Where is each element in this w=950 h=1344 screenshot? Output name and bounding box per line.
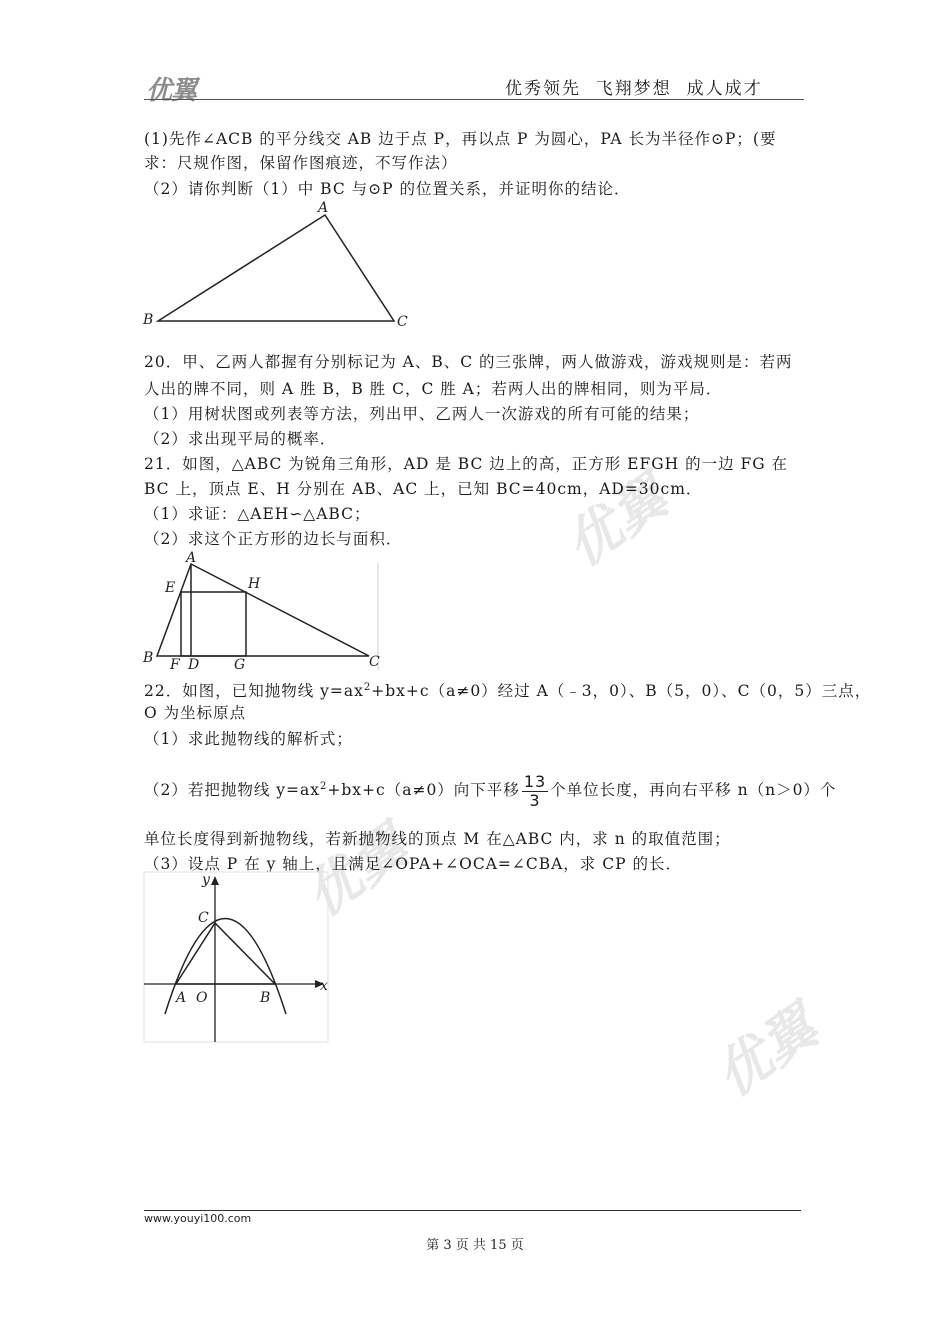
q20-line2: 人出的牌不同，则 A 胜 B，B 胜 C，C 胜 A；若两人出的牌相同，则为平局． — [144, 380, 723, 398]
q21-label-h: H — [248, 576, 261, 592]
brand-logo: 优翼 — [146, 76, 197, 106]
q22-label-y: y — [202, 872, 210, 888]
header-divider — [144, 99, 804, 100]
q19-label-c: C — [397, 314, 408, 330]
q21-label-f: F — [170, 657, 180, 673]
q22-label-c: C — [198, 910, 209, 926]
q22-label-x: x — [320, 978, 328, 994]
q22-line1 — [144, 676, 871, 703]
q20-line1: 20．甲、乙两人都握有分别标记为 A、B、C 的三张牌，两人做游戏，游戏规则是：若两 — [144, 353, 793, 371]
q22-part2-end: 个单位长度，再向右平移 n（n＞0）个 — [550, 781, 837, 800]
q21-label-b: B — [143, 650, 154, 666]
q21-label-d: D — [188, 657, 200, 673]
q22-part2-line1 — [144, 766, 836, 811]
q22-parabola-figure — [140, 868, 335, 1048]
q20-part2: （2）求出现平局的概率． — [144, 430, 337, 448]
fraction-numerator: 13 — [523, 771, 547, 791]
q19-part2: （2）请你判断（1）中 BC 与⊙P 的位置关系，并证明你的结论． — [144, 180, 631, 198]
q22-label-a: A — [176, 990, 187, 1006]
header-slogan: 优秀领先 飞翔梦想 成人成才 — [505, 79, 763, 99]
q22-part1: （1）求此抛物线的解析式； — [144, 730, 353, 748]
q22-fraction — [522, 773, 548, 810]
q22-label-b: B — [260, 990, 271, 1006]
q22-part2-line2: 单位长度得到新抛物线，若新抛物线的顶点 M 在△ABC 内，求 n 的取值范围； — [144, 830, 731, 848]
q21-label-c: C — [369, 654, 380, 670]
q22-line2: O 为坐标原点 — [144, 704, 247, 722]
q21-square-in-triangle-figure — [140, 548, 390, 673]
fraction-denominator: 3 — [529, 790, 541, 810]
q19-part1-line2: 求：尺规作图，保留作图痕迹，不写作法） — [144, 154, 458, 172]
q22-part2-mid: +bx+c（a≠0）向下平移 — [327, 781, 520, 800]
q21-part2: （2）求这个正方形的边长与面积． — [144, 530, 403, 548]
q22-part2-exponent: 2 — [320, 781, 328, 792]
q22-line1-start: 22．如图，已知抛物线 y=ax — [144, 682, 364, 701]
watermark-logo: 优翼 — [703, 995, 829, 1109]
q21-label-g: G — [234, 657, 246, 673]
q19-label-b: B — [143, 312, 154, 328]
q19-part1-line1: (1)先作∠ACB 的平分线交 AB 边于点 P，再以点 P 为圆心，PA 长为半径作⊙P；(要 — [144, 130, 777, 148]
q21-label-e: E — [165, 580, 176, 596]
q21-line2: BC 上，顶点 E、H 分别在 AB、AC 上，已知 BC=40cm，AD=30cm． — [144, 480, 703, 498]
q21-line1: 21．如图，△ABC 为锐角三角形，AD 是 BC 边上的高，正方形 EFGH 的一边 FG 在 — [144, 455, 789, 473]
q19-label-a: A — [318, 200, 329, 216]
q22-line1-end: +bx+c（a≠0）经过 A（﹣3，0）、B（5，0）、C（0，5）三点， — [371, 682, 872, 701]
page-number: 第 3 页 共 15 页 — [426, 1238, 524, 1253]
footer-url: www.youyi100.com — [144, 1212, 252, 1225]
q22-part3: （3）设点 P 在 y 轴上，且满足∠OPA+∠OCA=∠CBA，求 CP 的长． — [144, 855, 682, 873]
footer-divider — [144, 1210, 801, 1211]
q19-triangle-figure — [140, 198, 420, 333]
q22-part2-start: （2）若把抛物线 y=ax — [144, 781, 321, 800]
watermark-logo: 优翼 — [293, 815, 419, 929]
q21-label-a: A — [186, 550, 197, 566]
watermark-logo: 优翼 — [553, 465, 679, 579]
q22-label-o: O — [196, 990, 208, 1006]
q22-exponent: 2 — [363, 682, 372, 693]
q21-part1: （1）求证：△AEH∽△ABC； — [144, 505, 371, 523]
q20-part1: （1）用树状图或列表等方法，列出甲、乙两人一次游戏的所有可能的结果； — [144, 405, 700, 423]
